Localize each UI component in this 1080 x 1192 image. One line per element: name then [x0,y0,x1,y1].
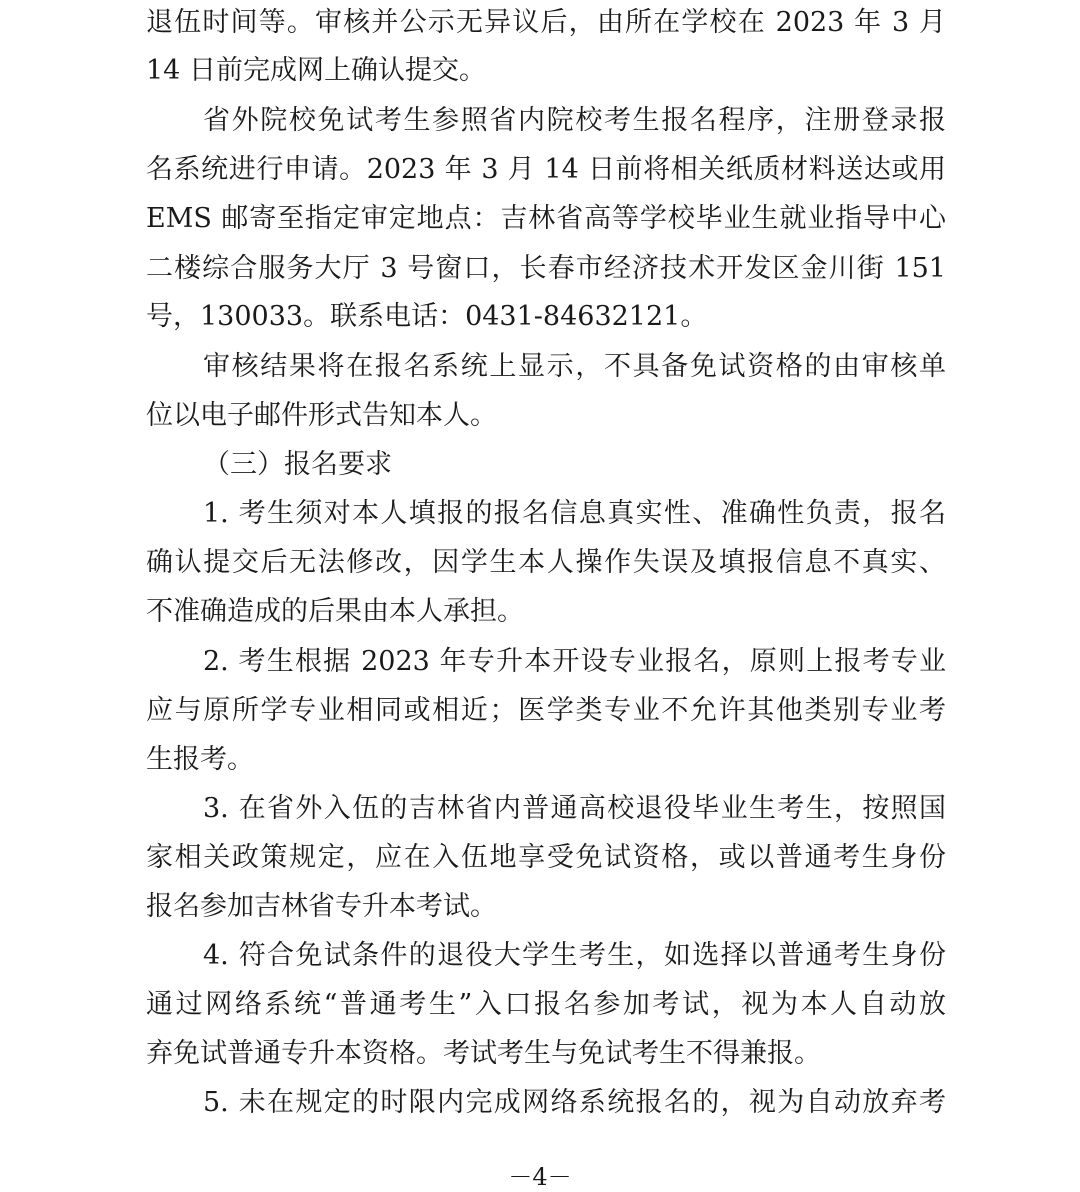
text-line: 省外院校免试考生参照省内院校考生报名程序，注册登录报 [203,105,946,136]
text-line: EMS 邮寄至指定审定地点：吉林省高等学校毕业生就业指导中心 [146,203,946,234]
text-line: 3. 在省外入伍的吉林省内普通高校退役毕业生考生，按照国 [203,793,946,824]
text-line: 家相关政策规定，应在入伍地享受免试资格，或以普通考生身份 [146,842,946,873]
page-number: －4－ [508,1163,572,1191]
text-line: 位以电子邮件形式告知本人。 [146,400,497,431]
text-line: 名系统进行申请。2023 年 3 月 14 日前将相关纸质材料送达或用 [146,154,946,185]
text-line: 退伍时间等。审核并公示无异议后，由所在学校在 2023 年 3 月 [146,7,946,38]
section-heading: （三）报名要求 [203,449,392,480]
text-line: 确认提交后无法修改，因学生本人操作失误及填报信息不真实、 [146,547,946,578]
text-line: 2. 考生根据 2023 年专升本开设专业报名，原则上报考专业 [203,646,946,677]
text-line: 通过网络系统“普通考生”入口报名参加考试，视为本人自动放 [146,989,946,1020]
text-line: 二楼综合服务大厅 3 号窗口，长春市经济技术开发区金川街 151 [146,253,946,284]
text-line: 弃免试普通专升本资格。考试考生与免试考生不得兼报。 [146,1038,821,1069]
text-line: 审核结果将在报名系统上显示，不具备免试资格的由审核单 [203,351,946,382]
text-line: 生报考。 [146,744,254,775]
text-line: 5. 未在规定的时限内完成网络系统报名的，视为自动放弃考 [203,1087,946,1118]
text-line: 报名参加吉林省专升本考试。 [146,891,497,922]
text-line: 号，130033。联系电话：0431-84632121。 [146,301,708,332]
text-line: 应与原所学专业相同或相近；医学类专业不允许其他类别专业考 [146,695,946,726]
text-line: 4. 符合免试条件的退役大学生考生，如选择以普通考生身份 [203,940,946,971]
text-line: 1. 考生须对本人填报的报名信息真实性、准确性负责，报名 [203,498,946,529]
text-line: 14 日前完成网上确认提交。 [146,55,486,86]
text-line: 不准确造成的后果由本人承担。 [146,596,524,627]
